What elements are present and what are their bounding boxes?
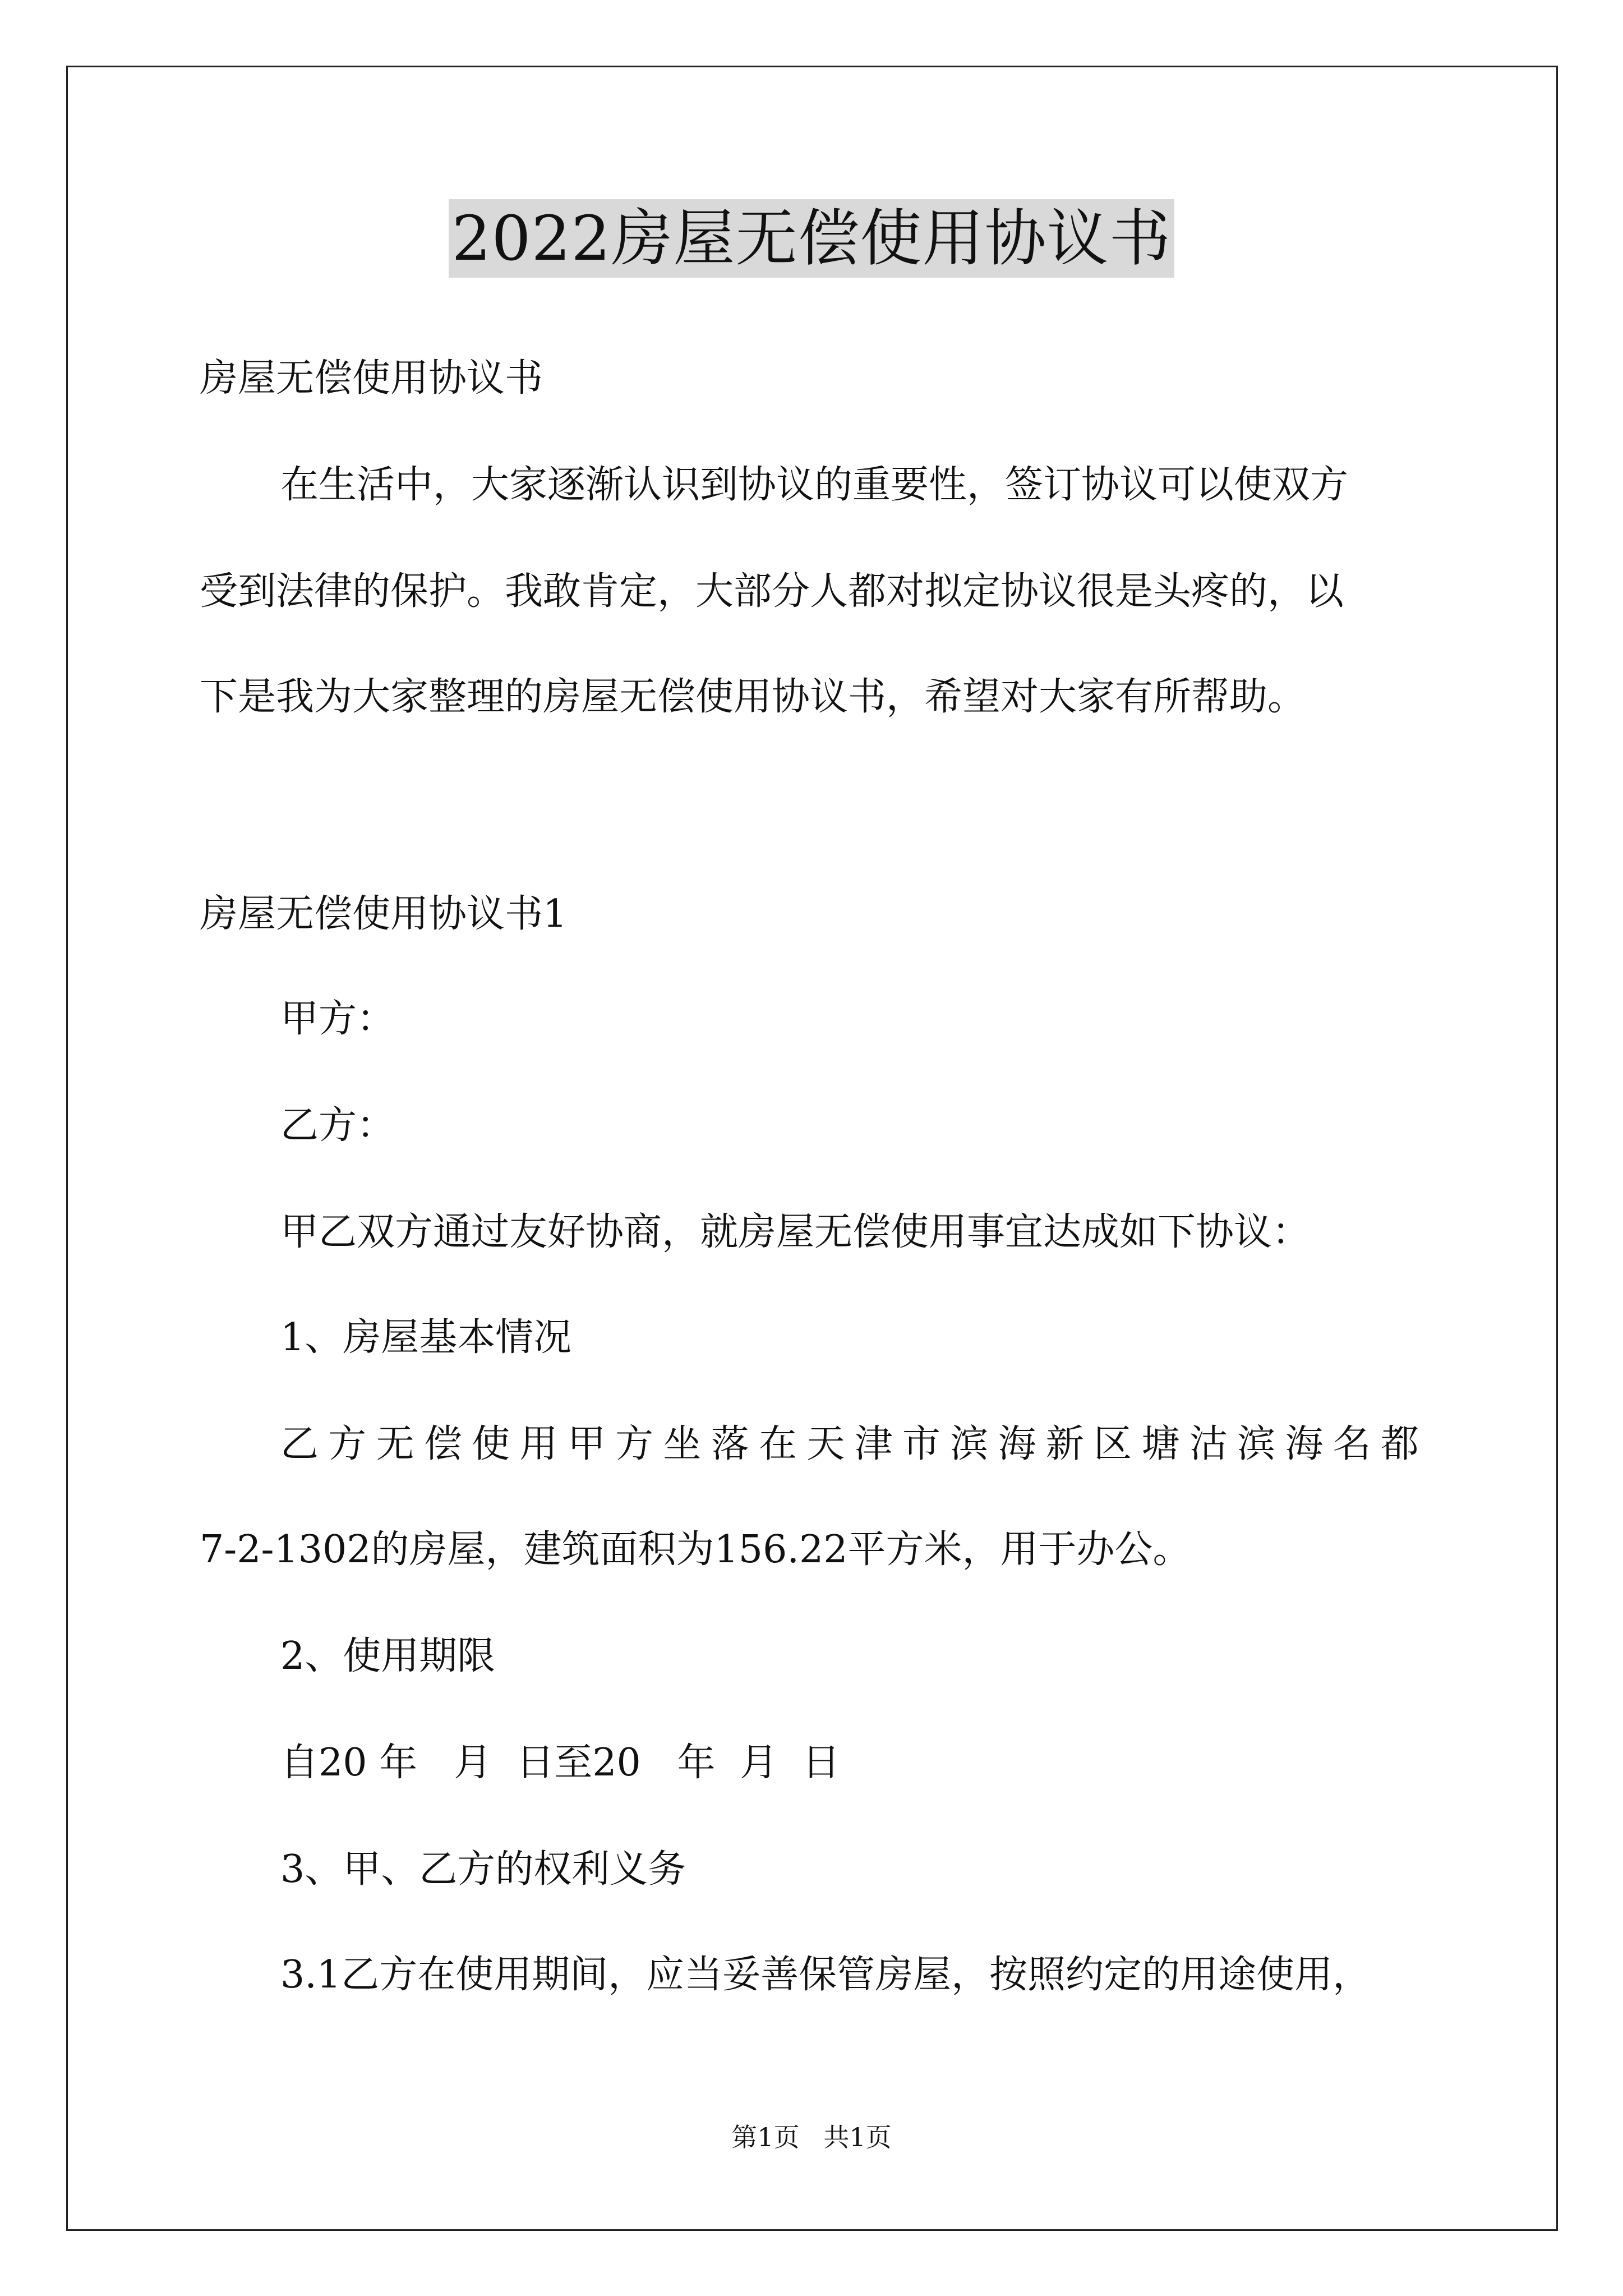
clause-2-title: 2、使用期限 <box>280 1634 496 1678</box>
clause-2-text: 自20 年 月 日至20 年 月 日 <box>280 1741 841 1785</box>
intro-line-3: 下是我为大家整理的房屋无偿使用协议书，希望对大家有所帮助。 <box>200 675 1306 719</box>
page-number: 第1页 <box>731 2122 800 2152</box>
intro-line-2: 受到法律的保护。我敢肯定，大部分人都对拟定协议很是头疼的，以 <box>200 569 1344 614</box>
document-subtitle: 房屋无偿使用协议书 <box>200 356 543 401</box>
clause-3-title: 3、甲、乙方的权利义务 <box>280 1847 686 1892</box>
party-a-label: 甲方： <box>280 997 395 1041</box>
title-container <box>0 199 1623 278</box>
page-footer <box>0 2120 1623 2154</box>
clause-3-1-text: 3.1乙方在使用期间，应当妥善保管房屋，按照约定的用途使用， <box>280 1953 1371 1997</box>
page-total: 共1页 <box>823 2122 892 2152</box>
clause-1-text-line-1: 乙方无偿使用甲方坐落在天津市滨海新区塘沽滨海名都 <box>280 1422 1419 1466</box>
preamble-text: 甲乙双方通过友好协商，就房屋无偿使用事宜达成如下协议： <box>280 1210 1311 1254</box>
intro-line-1: 在生活中，大家逐渐认识到协议的重要性，签订协议可以使双方 <box>280 463 1349 507</box>
clause-1-text-line-2: 7-2-1302的房屋，建筑面积为156.22平方米，用于办公。 <box>200 1527 1191 1572</box>
document-title: 2022房屋无偿使用协议书 <box>449 199 1175 278</box>
clause-1-title: 1、房屋基本情况 <box>280 1315 572 1360</box>
section-title: 房屋无偿使用协议书1 <box>200 892 568 936</box>
party-b-label: 乙方： <box>280 1103 395 1148</box>
